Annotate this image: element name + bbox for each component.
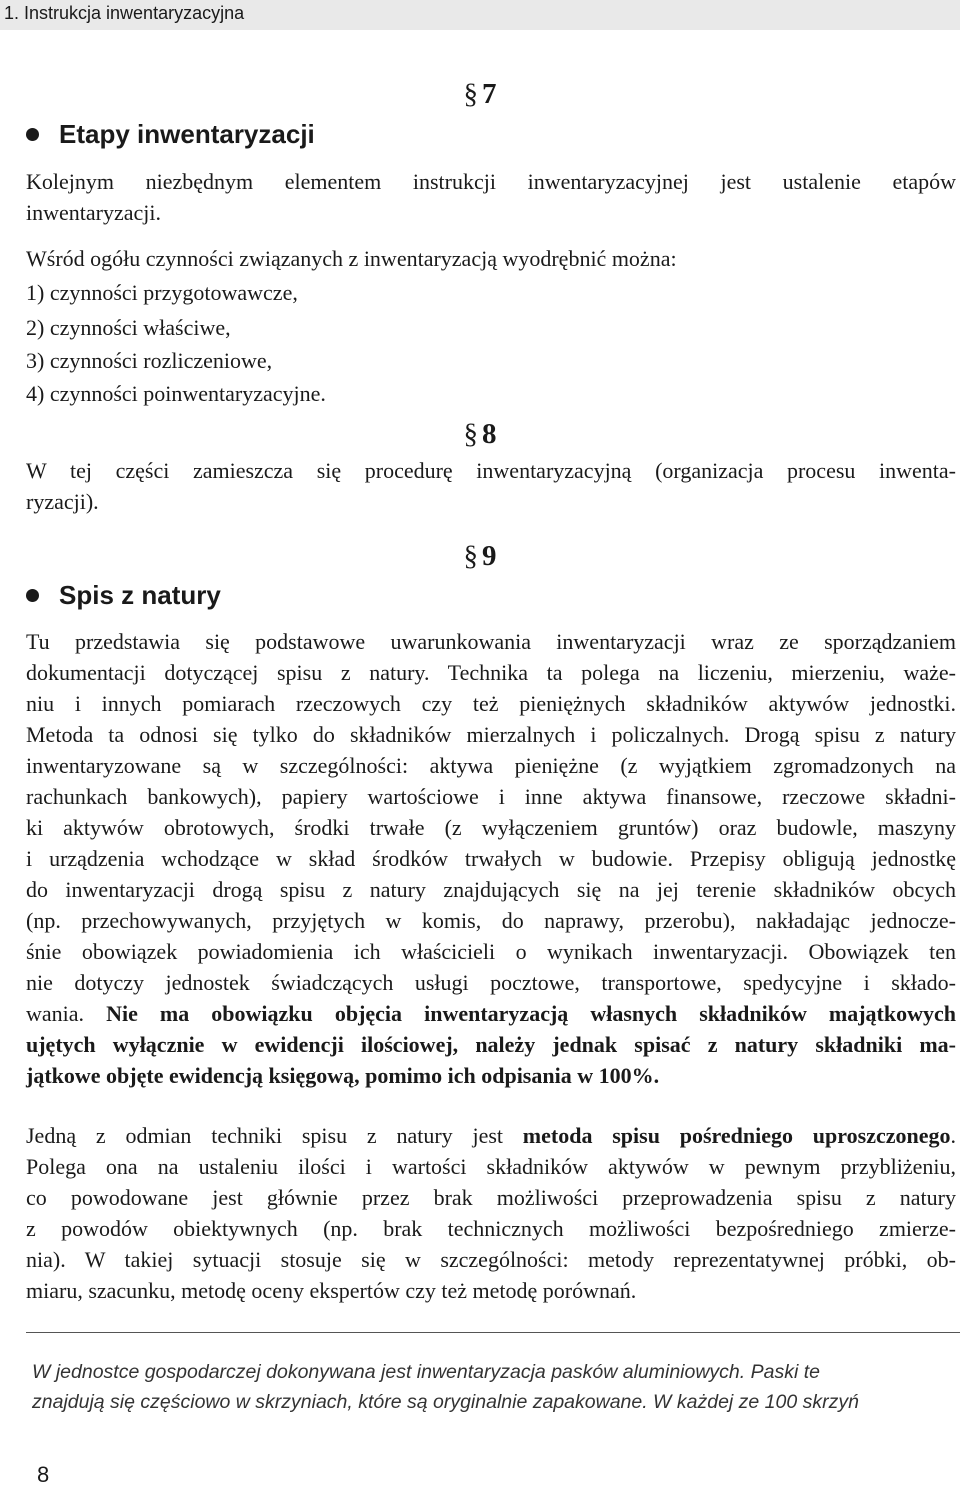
example-box: W jednostce gospodarczej dokonywana jest inwentaryzacja pasków aluminiowych. Paski te znajdują się częściowo w skrzyniach, które są oryginalnie zapakowane. W każdej ze 100 skrzyń [32, 1361, 859, 1413]
heading-stages: Etapy inwentaryzacji [26, 117, 315, 151]
running-head [0, 0, 960, 30]
example-divider [26, 1332, 960, 1333]
paragraph-7-lead: Wśród ogółu czynności związanych z inwentaryzacją wyodrębnić można: [26, 246, 677, 271]
list-item: 2) czynności właściwe, [26, 315, 231, 340]
paragraph-10: Jedną z odmian techniki spisu z natury jest metoda spisu pośredniego uproszczonego. Polega ona na ustaleniu ilości i wartości składników aktywów w pewnym przybliżeniu, co powodowane jest głównie przez brak możliwości przeprowadzenia spisu z natury z powodów obiektywnych (np. brak technicznych możliwości bezpośredniego zmierze- nia). W takiej sytuacji stosuje się w szczególności: metody reprezentatywnej próbki, ob- miaru, szacunku, metodę oceny ekspertów czy też metodę porównań. [26, 1123, 956, 1303]
bold-emphasis: ujętych wyłącznie w ewidencji ilościowej, należy jednak spisać z natury składniki ma- [26, 1032, 956, 1057]
section-7-marker: § 7 [463, 78, 497, 110]
list-item: 3) czynności rozliczeniowe, [26, 348, 273, 373]
heading-spis-z-natury: Spis z natury [26, 578, 221, 612]
running-head-title: 1. Instrukcja inwentaryzacyjna [4, 3, 245, 23]
page-number: 8 [37, 1462, 50, 1487]
list-item: 4) czynności poinwentaryzacyjne. [26, 381, 326, 406]
bullet-icon [26, 128, 39, 141]
paragraph-7-intro: Kolejnym niezbędnym elementem instrukcji inwentaryzacyjnej jest ustalenie etapów inwentaryzacji. [26, 169, 956, 225]
paragraph-9: Tu przedstawia się podstawowe uwarunkowania inwentaryzacji wraz ze sporządzaniem dokumentacji dotyczącej spisu z natury. Technika ta polega na liczeniu, mierzeniu, waże- niu i innych pomiarach rzeczowych czy też pieniężnych składników aktywów jednostki. Metoda ta odnosi się tylko do składników mierzalnych i policzalnych. Drogą spisu z natury inwentaryzowane są w szczególności: aktywa pieniężne (z wyjątkiem zgromadzonych na rachunkach bankowych), papiery wartościowe i inne aktywa finansowe, rzeczowe składni- ki aktywów obrotowych, środki trwałe (z wyłączeniem gruntów) oraz budowle, maszyny i urządzenia wchodzące w skład środków trwałych w budowie. Przepisy obligują jednostkę do inwentaryzacji drogą spisu z natury znajdujących się na jej terenie składników obcych (np. przechowywanych, przyjętych w komis, do naprawy, przerobu), nakładając jednocze- śnie obowiązek powiadomienia ich właścicieli o wynikach inwentaryzacji. Obowiązek ten nie dotyczy jednostek świadczących usługi pocztowe, transportowe, spedycyjne i składo- wania. Nie ma obowiązku objęcia inwentaryzacją własnych składników majątkowych ujętych wyłącznie w ewidencji ilościowej, należy jednak spisać z natury składniki ma- jątkowe objęte ewidencją księgową, pomimo ich odpisania w 100%. [26, 629, 956, 1088]
section-9-marker: § 9 [463, 540, 497, 572]
list-item: 1) czynności przygotowawcze, [26, 280, 298, 305]
bullet-icon [26, 589, 39, 602]
section-8-marker: § 8 [463, 418, 497, 450]
paragraph-8: W tej części zamieszcza się procedurę inwentaryzacyjną (organizacja procesu inwenta- ryzacji). [26, 458, 956, 514]
bold-emphasis: Nie ma obowiązku objęcia inwentaryzacją własnych składników majątkowych [106, 1001, 956, 1026]
bold-term: metoda spisu pośredniego uproszczonego [522, 1123, 951, 1148]
bold-emphasis: jątkowe objęte ewidencją księgową, pomimo ich odpisania w 100%. [26, 1063, 660, 1088]
